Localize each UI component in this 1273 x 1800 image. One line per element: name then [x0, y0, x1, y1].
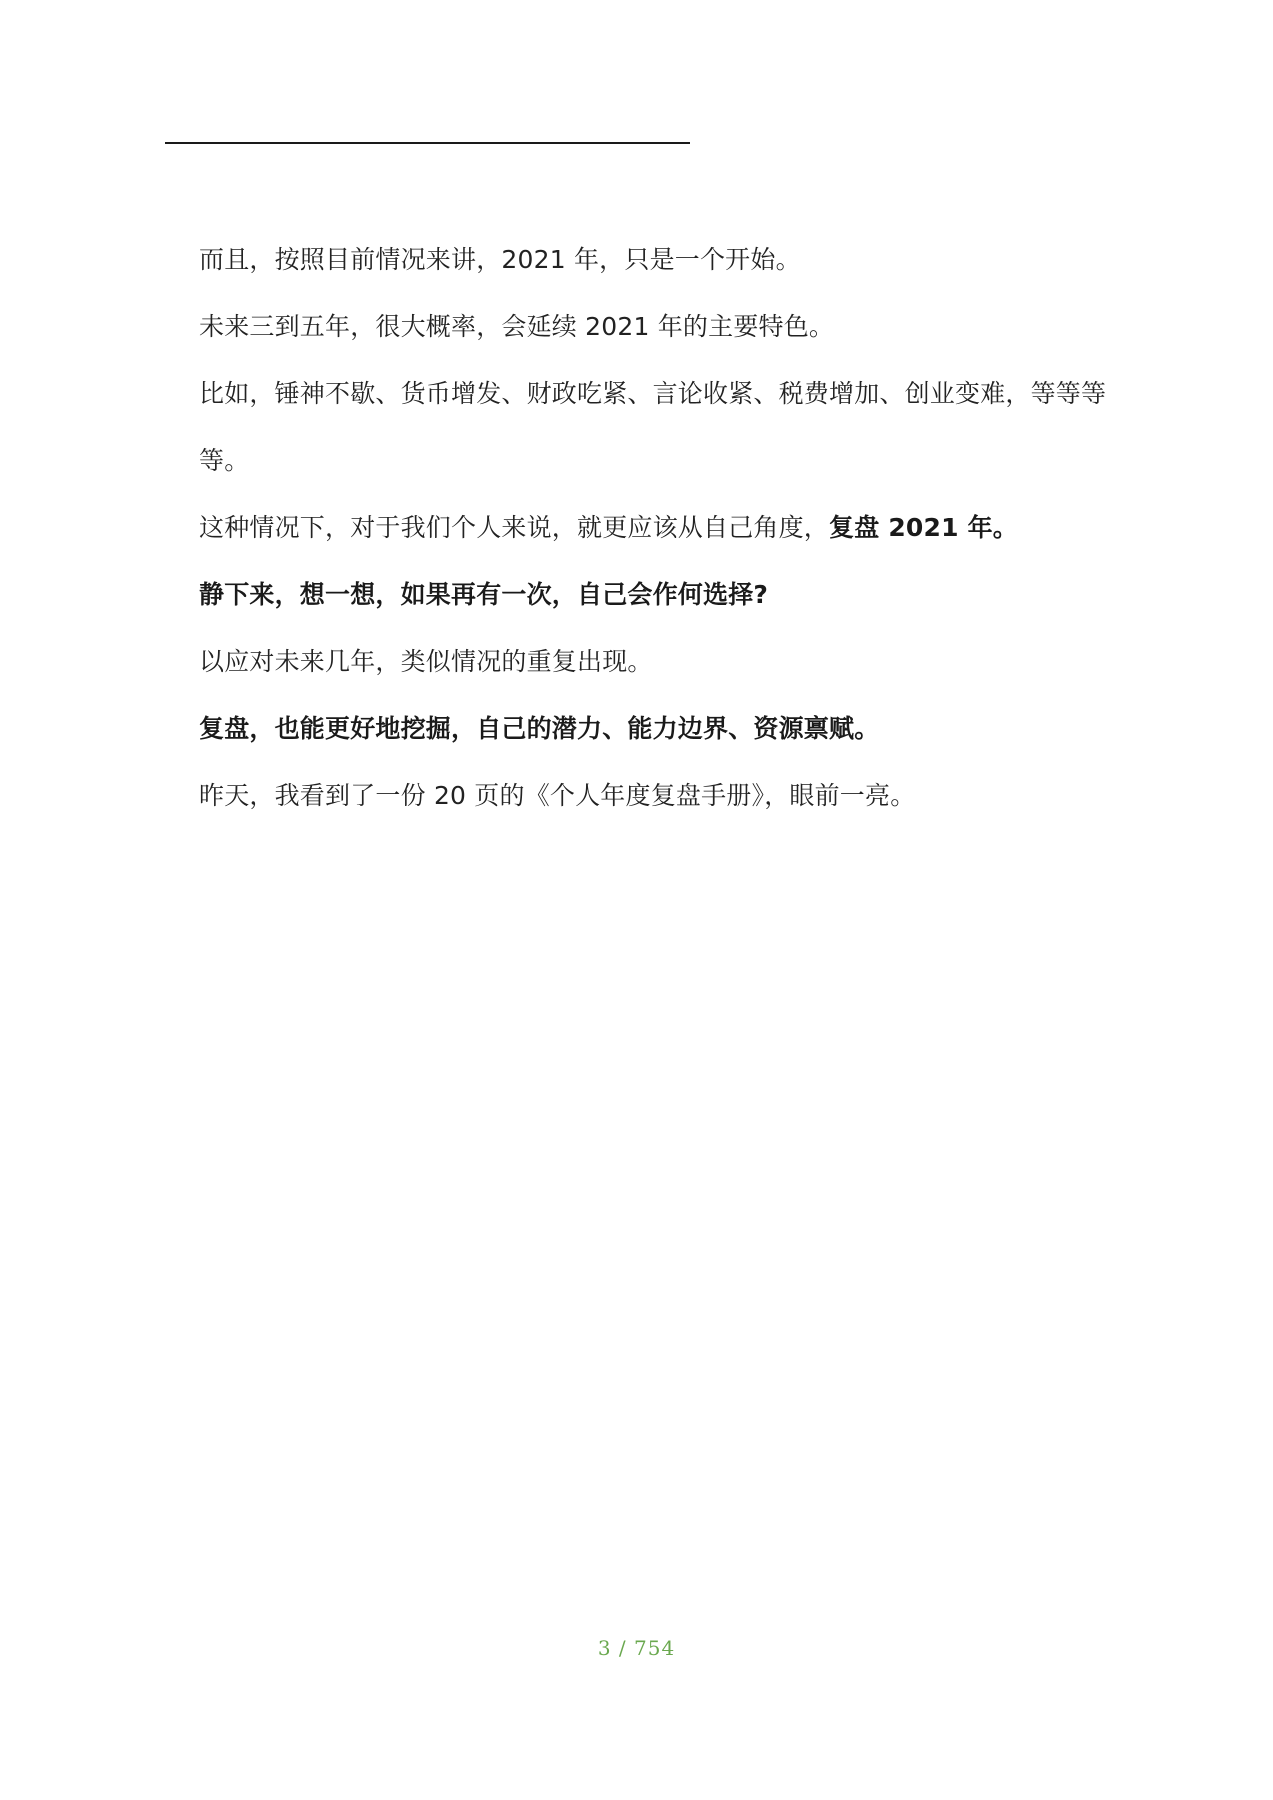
paragraph-8: 昨天，我看到了一份 20 页的《个人年度复盘手册》，眼前一亮。 — [199, 781, 916, 810]
paragraph-3: 比如，锤神不歇、货币增发、财政吃紧、言论收紧、税费增加、创业变难，等等等等。 — [199, 379, 1107, 475]
paragraph-4-emphasis: 复盘 2021 年。 — [829, 513, 1019, 542]
paragraph-2: 未来三到五年，很大概率，会延续 2021 年的主要特色。 — [199, 312, 835, 341]
paragraph-7: 复盘，也能更好地挖掘，自己的潜力、能力边界、资源禀赋。 — [199, 714, 880, 743]
paragraph-4 — [199, 494, 1119, 561]
paragraph-6: 以应对未来几年，类似情况的重复出现。 — [199, 647, 653, 676]
paragraph-5: 静下来，想一想，如果再有一次，自己会作何选择? — [199, 580, 769, 609]
paragraph-4-lead: 这种情况下，对于我们个人来说，就更应该从自己角度， — [199, 513, 830, 542]
paragraph-1: 而且，按照目前情况来讲，2021 年，只是一个开始。 — [199, 245, 801, 274]
page-number: 3 / 754 — [597, 1636, 676, 1660]
top-rule — [165, 142, 690, 144]
document-body — [199, 226, 1119, 829]
